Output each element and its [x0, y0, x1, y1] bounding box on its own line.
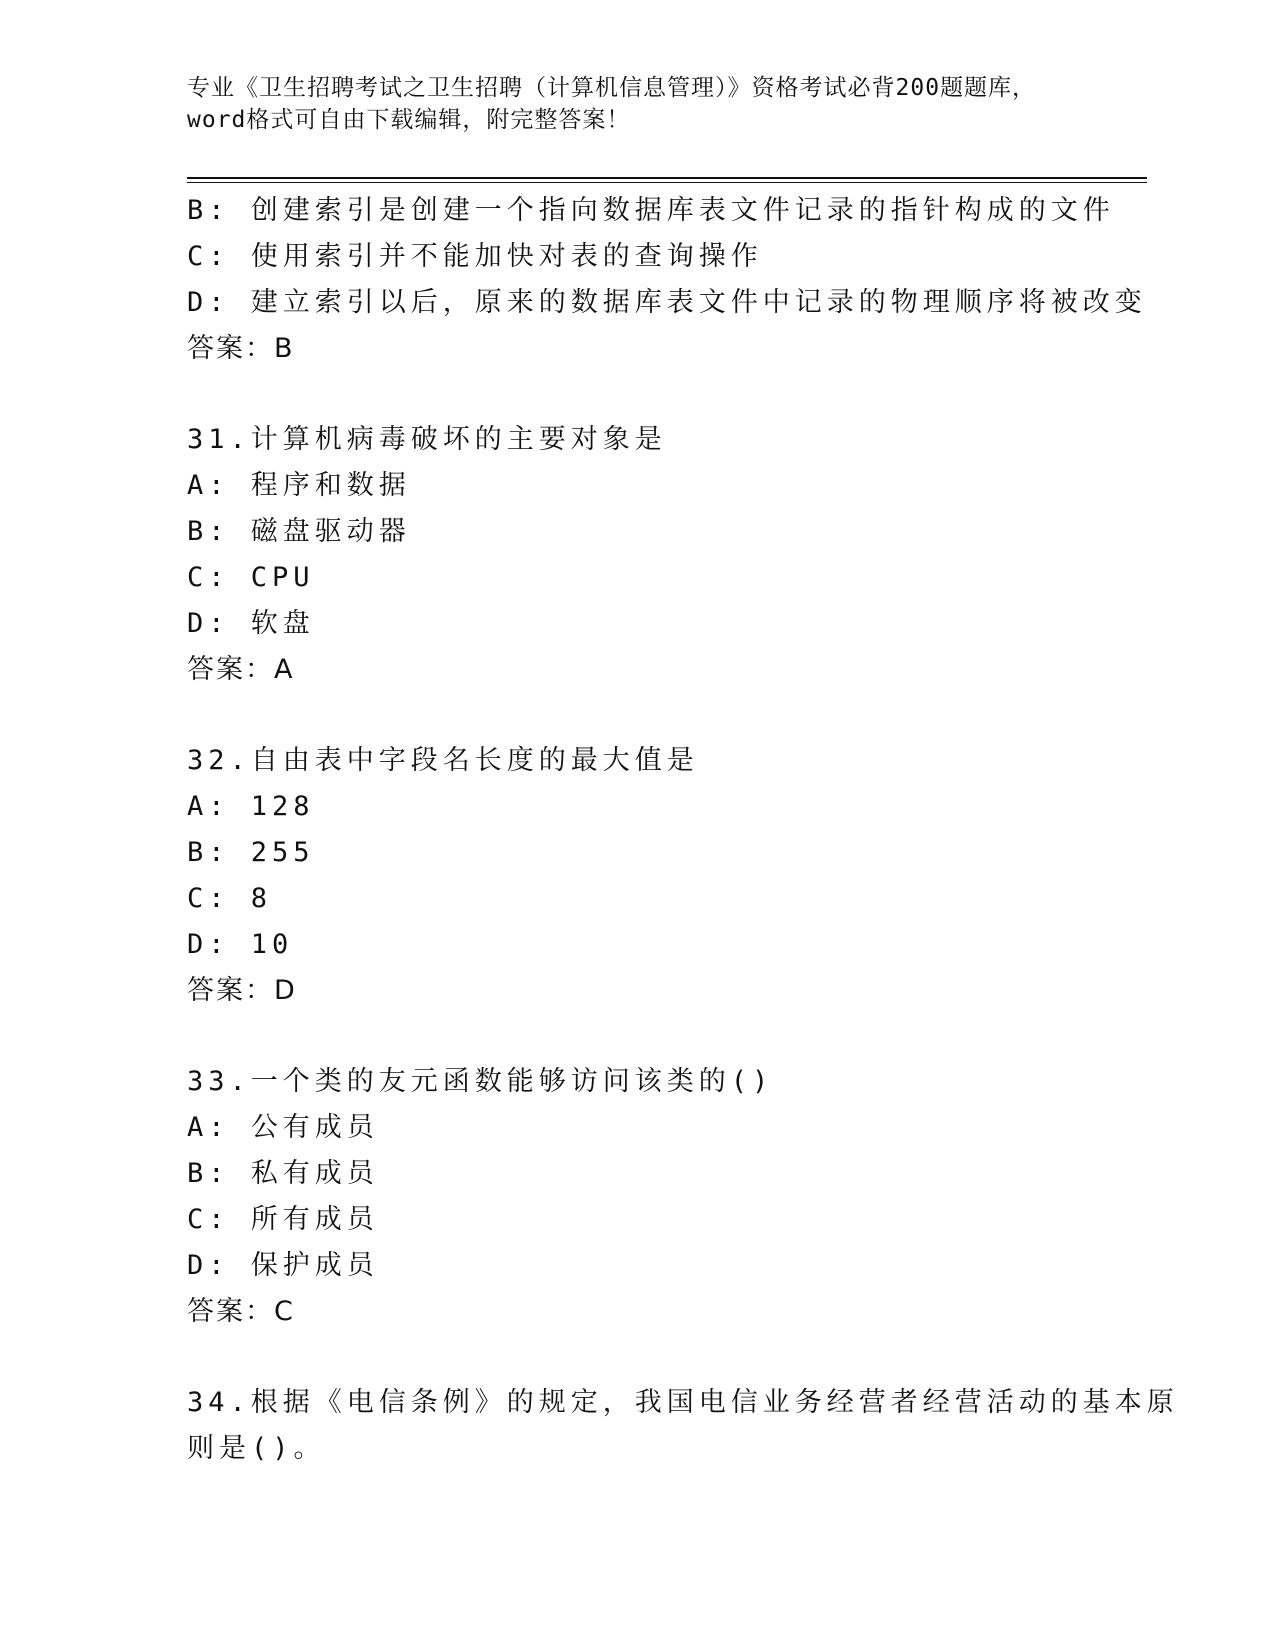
option-c: C: 8 [187, 883, 273, 914]
option-a: A: 程序和数据 [187, 470, 411, 501]
option-b: B: 私有成员 [187, 1158, 379, 1189]
header-line-1: 专业《卫生招聘考试之卫生招聘（计算机信息管理）》资格考试必背200题题库， [187, 75, 1037, 101]
option-b: B: 创建索引是创建一个指向数据库表文件记录的指针构成的文件 [187, 195, 1115, 226]
question-34-block [187, 1380, 1179, 1472]
question-text-line-2: 则是()。 [187, 1433, 326, 1464]
option-d: D: 软盘 [187, 608, 315, 639]
question-33-block [187, 1059, 1087, 1335]
question-text: 33.一个类的友元函数能够访问该类的() [187, 1066, 774, 1097]
option-c: C: 所有成员 [187, 1204, 379, 1235]
option-d: D: 保护成员 [187, 1250, 379, 1281]
question-list [187, 188, 1179, 1472]
option-c: C: 使用索引并不能加快对表的查询操作 [187, 241, 763, 272]
option-b: B: 255 [187, 837, 315, 868]
answer: 答案：C [187, 1296, 295, 1327]
answer: 答案：D [187, 975, 297, 1006]
question-text-line-1: 34.根据《电信条例》的规定，我国电信业务经营者经营活动的基本原 [187, 1387, 1179, 1418]
question-text: 31.计算机病毒破坏的主要对象是 [187, 424, 667, 455]
question-32-block [187, 738, 1087, 1014]
document-header [187, 72, 1087, 136]
header-rule-thin [187, 182, 1147, 183]
spacer [187, 1014, 1087, 1059]
header-rule-thick [187, 177, 1147, 179]
question-31-block [187, 417, 1087, 693]
question-text: 32.自由表中字段名长度的最大值是 [187, 745, 699, 776]
question-30-block [187, 188, 1147, 372]
spacer [187, 372, 1087, 417]
header-line-2: word格式可自由下载编辑，附完整答案！ [187, 107, 631, 133]
spacer [187, 1335, 1087, 1380]
option-b: B: 磁盘驱动器 [187, 516, 411, 547]
option-d: D: 建立索引以后，原来的数据库表文件中记录的物理顺序将被改变 [187, 287, 1147, 318]
option-a: A: 公有成员 [187, 1112, 379, 1143]
answer: 答案：A [187, 654, 295, 685]
option-d: D: 10 [187, 929, 294, 960]
option-a: A: 128 [187, 791, 315, 822]
spacer [187, 693, 1087, 738]
answer: 答案：B [187, 333, 295, 364]
option-c: C: CPU [187, 562, 315, 593]
